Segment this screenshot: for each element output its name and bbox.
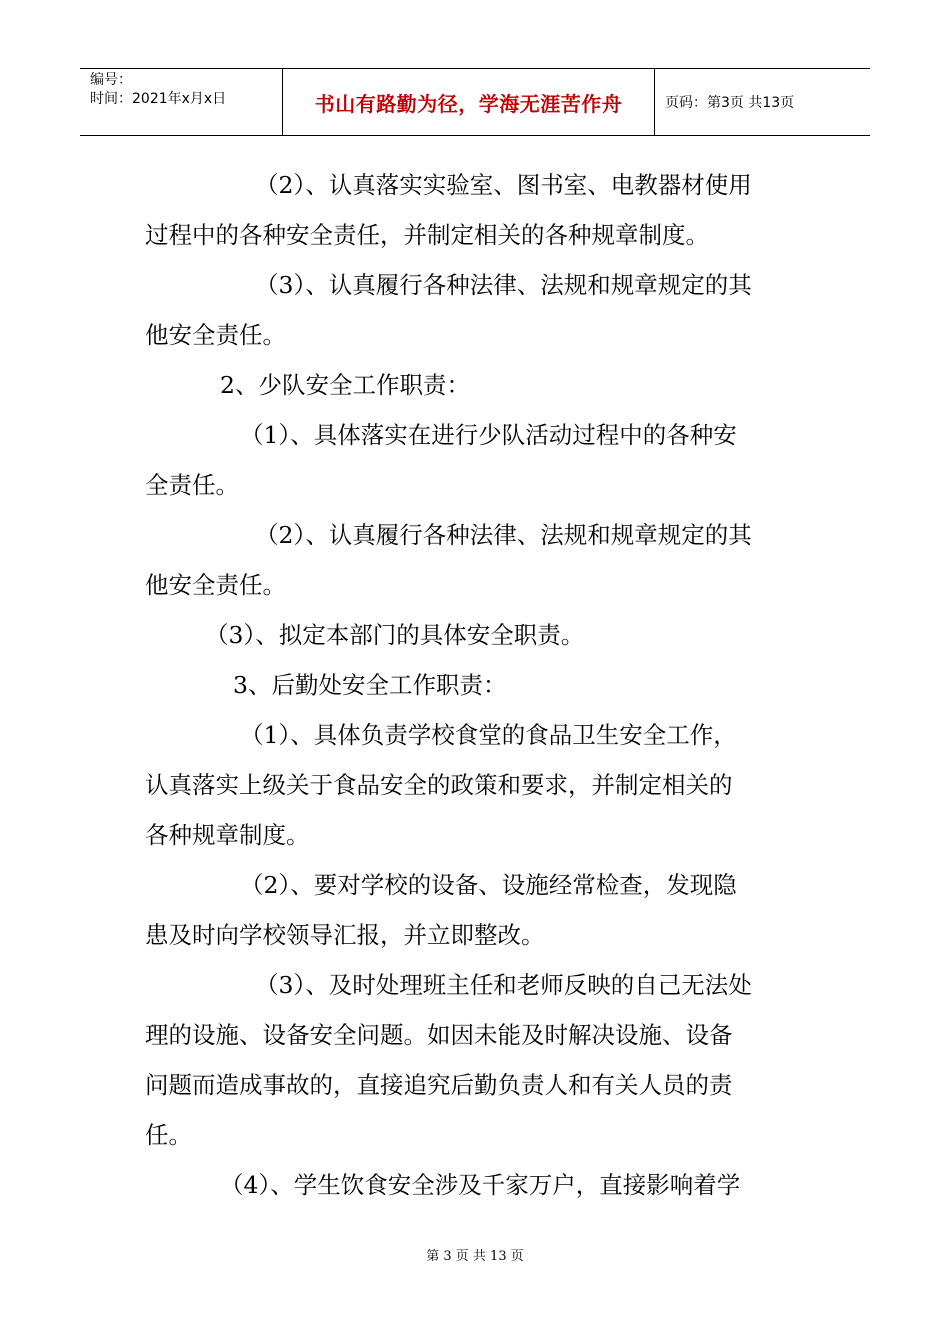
- document-header: [80, 68, 870, 136]
- body-line: （2）、认真落实实验室、图书室、电教器材使用: [255, 171, 752, 199]
- body-line: （1）、具体落实在进行少队活动过程中的各种安: [240, 421, 737, 449]
- document-number-label: 编号：: [90, 72, 132, 88]
- header-page-info: 页码：第3页 共13页: [665, 95, 795, 111]
- body-line: 理的设施、设备安全问题。如因未能及时解决设施、设备: [145, 1021, 733, 1049]
- body-line: 认真落实上级关于食品安全的政策和要求，并制定相关的: [145, 771, 733, 799]
- body-line: 他安全责任。: [145, 571, 286, 599]
- body-line: （1）、具体负责学校食堂的食品卫生安全工作，: [240, 721, 737, 749]
- body-line: （2）、认真履行各种法律、法规和规章规定的其: [255, 521, 752, 549]
- body-line: 3、后勤处安全工作职责：: [233, 671, 507, 699]
- body-line: （4）、学生饮食安全涉及千家万户，直接影响着学: [220, 1171, 741, 1199]
- body-line: （3）、拟定本部门的具体安全职责。: [205, 621, 585, 649]
- header-meta-cell: [80, 69, 283, 135]
- body-line: （3）、认真履行各种法律、法规和规章规定的其: [255, 271, 752, 299]
- body-line: 2、少队安全工作职责：: [220, 371, 470, 399]
- document-date-label: 时间：2021年x月x日: [90, 91, 227, 107]
- page-footer: 第 3 页 共 13 页: [426, 1249, 524, 1264]
- body-line: （2）、要对学校的设备、设施经常检查，发现隐: [240, 871, 737, 899]
- body-line: 全责任。: [145, 471, 239, 499]
- body-line: 各种规章制度。: [145, 821, 310, 849]
- body-line: 任。: [145, 1121, 192, 1149]
- body-line: 他安全责任。: [145, 321, 286, 349]
- body-line: （3）、及时处理班主任和老师反映的自己无法处: [255, 971, 752, 999]
- header-motto: 书山有路勤为径，学海无涯苦作舟: [283, 69, 655, 135]
- body-line: 患及时向学校领导汇报，并立即整改。: [145, 921, 545, 949]
- body-line: 问题而造成事故的，直接追究后勤负责人和有关人员的责: [145, 1071, 733, 1099]
- body-line: 过程中的各种安全责任，并制定相关的各种规章制度。: [145, 221, 709, 249]
